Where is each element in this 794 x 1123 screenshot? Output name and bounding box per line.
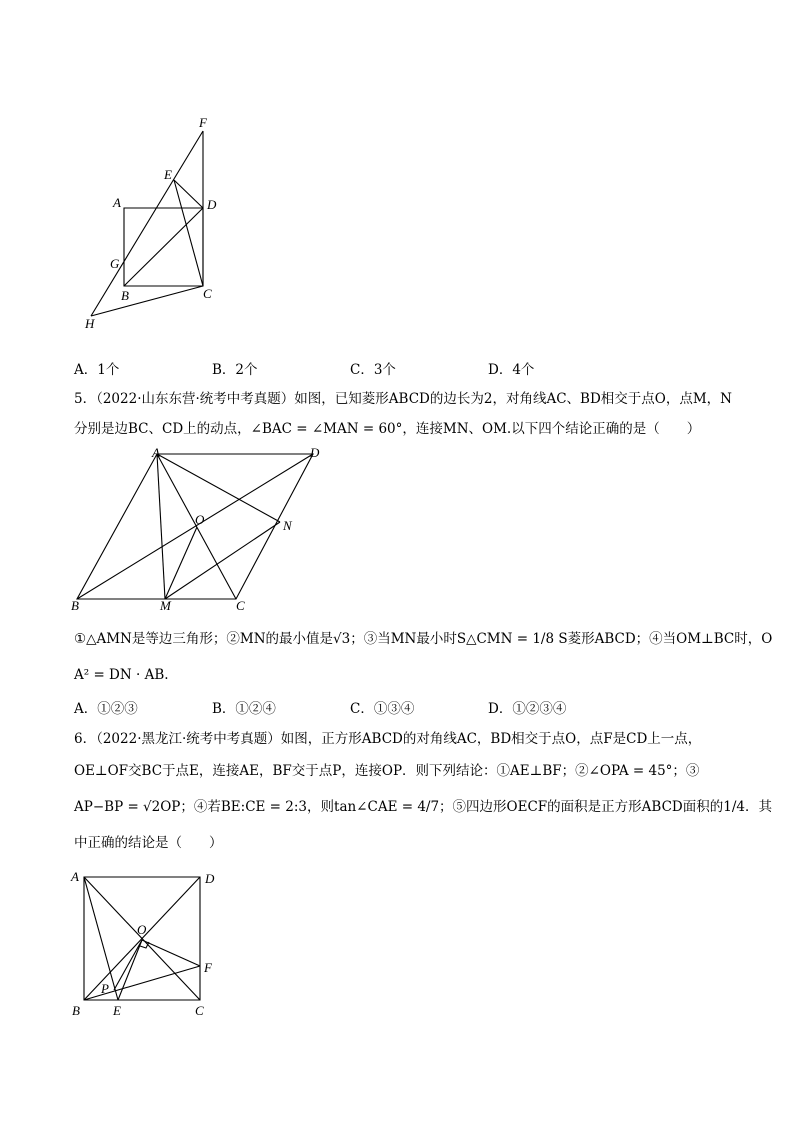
label-d: D [207, 197, 217, 212]
label-a: A [113, 195, 121, 210]
label-b-q5: B [71, 598, 79, 613]
line-am [157, 454, 165, 599]
q5-statements-line1: ①△AMN是等边三角形；②MN的最小值是√3；③当MN最小时S△CMN = 1/8 S菱形ABCD；④当OM⊥BC时，O [74, 631, 773, 647]
line-oe [118, 940, 142, 1000]
q5-option-d: D．①②③④ [488, 701, 567, 717]
label-a-q6: A [71, 869, 79, 884]
figure-q4 [70, 110, 240, 340]
label-h: H [85, 316, 95, 331]
label-n-q5: N [283, 518, 292, 533]
label-p-q6: P [101, 981, 109, 996]
q5-statements-line2: A² = DN · AB. [74, 667, 169, 683]
label-d-q6: D [205, 871, 215, 886]
figure-q6 [65, 862, 225, 1022]
label-e: E [164, 167, 172, 182]
q4-option-c: C．3个 [350, 362, 396, 378]
q6-stem-line4: 中正确的结论是（ ） [74, 835, 223, 851]
line-of [142, 940, 200, 966]
q4-option-b: B．2个 [212, 362, 258, 378]
label-c-q5: C [236, 598, 245, 613]
label-d-q5: D [310, 445, 320, 460]
q6-stem-line3: AP−BP = √2OP；④若BE:CE = 2:3，则tan∠CAE = 4/7；⑤四边形OECF的面积是正方形ABCD面积的1/4．其 [74, 799, 772, 815]
q5-option-a: A．①②③ [74, 701, 138, 717]
label-f-q6: F [204, 960, 212, 975]
label-e-q6: E [113, 1003, 121, 1018]
line-hc [91, 286, 203, 316]
label-f: F [199, 115, 207, 130]
label-o-q6: O [137, 922, 147, 937]
label-c-q6: C [195, 1003, 204, 1018]
q6-stem-line1: 6．（2022·黑龙江·统考中考真题）如图，正方形ABCD的对角线AC，BD相交于点O，点F是CD上一点， [74, 731, 702, 747]
label-b-q6: B [72, 1003, 80, 1018]
q5-option-b: B．①②④ [212, 701, 276, 717]
q4-option-d: D．4个 [488, 362, 535, 378]
label-b: B [121, 288, 129, 303]
label-a-q5: A [152, 445, 160, 460]
figure-q5 [65, 445, 335, 615]
label-o-q5: O [195, 512, 205, 527]
q6-stem-line2: OE⊥OF交BC于点E，连接AE，BF交于点P，连接OP．则下列结论：①AE⊥BF；②∠OPA = 45°；③ [74, 763, 700, 779]
q5-option-c: C．①③④ [350, 701, 415, 717]
q4-option-a: A．1个 [74, 362, 120, 378]
label-c: C [203, 286, 212, 301]
line-bd [124, 208, 203, 286]
q5-stem-line2: 分别是边BC、CD上的动点，∠BAC = ∠MAN = 60°，连接MN、OM.以下四个结论正确的是（ ） [74, 421, 701, 437]
q5-stem-line1: 5．（2022·山东东营·统考中考真题）如图，已知菱形ABCD的边长为2，对角线AC、BD相交于点O，点M，N [74, 391, 732, 407]
label-m-q5: M [160, 598, 171, 613]
label-g: G [110, 256, 120, 271]
line-op [114, 940, 142, 990]
